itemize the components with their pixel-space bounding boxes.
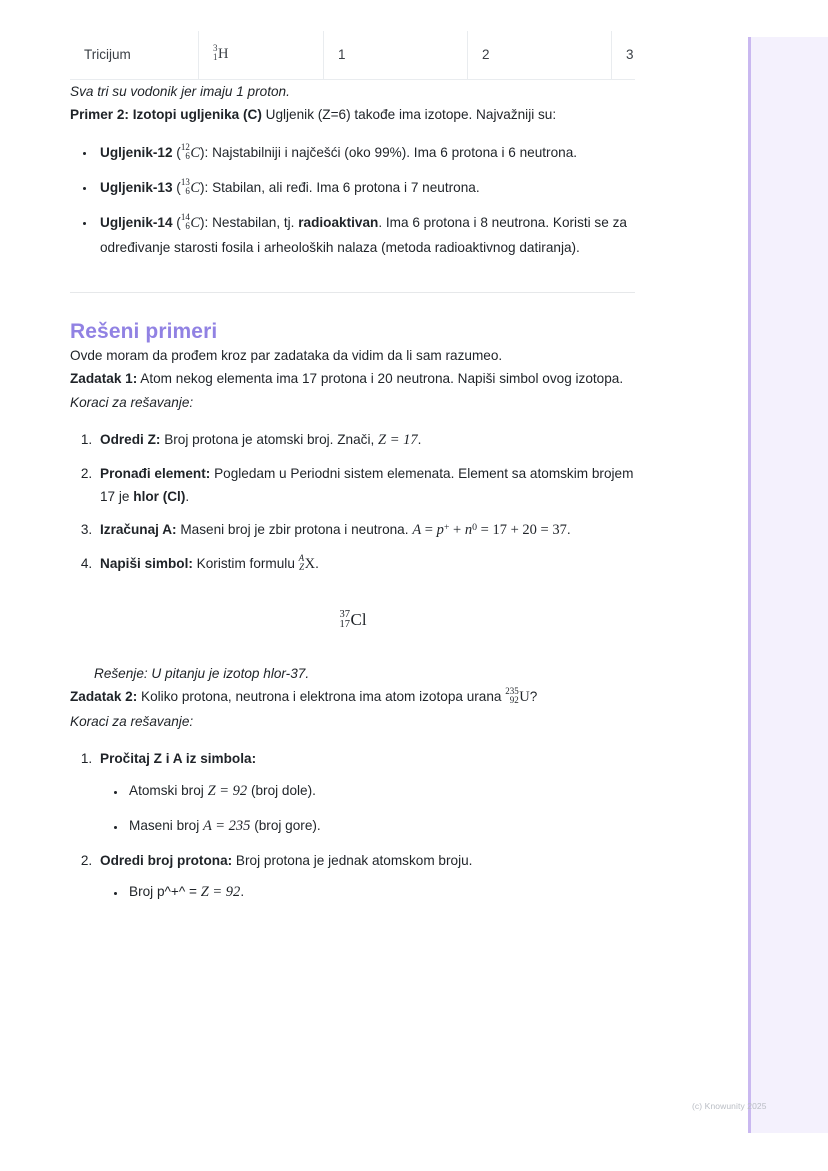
nuclide-prescript (181, 213, 190, 231)
task1-text: Atom nekog elementa ima 17 protona i 20 neutrona. Napiši simbol ovog izotopa. (137, 371, 624, 387)
nuclide-prescript (181, 143, 190, 161)
list-item (126, 880, 636, 905)
nuclide-notation (181, 211, 200, 236)
list-item: • Ugljenik-13 ( 13 6 C): Stabilan, ali ređi. Ima 6 protona i 7 neutrona. (96, 176, 636, 201)
nuclide-prescript (505, 687, 518, 705)
subitem-text-after: . (240, 884, 245, 900)
step-text-before: Pogledam u Periodni sistem elemenata. Element sa atomskim brojem 17 je (100, 466, 634, 505)
nuclide-mass-number: 235 (505, 686, 519, 697)
item-bold-label: Ugljenik-12 (100, 144, 173, 160)
example2-lead (70, 103, 636, 126)
math-eq2: = 17 + 20 = 37 (477, 521, 567, 538)
subitem-text-before: Atomski broj (129, 782, 208, 798)
table-cell-name: Tricijum (70, 31, 199, 80)
list-item (96, 518, 636, 543)
step-text-before: Maseni broj je zbir protona i neutrona. (176, 521, 413, 537)
math-p: p (436, 521, 444, 538)
task1-label: Zadatak 1: (70, 371, 138, 387)
inline-math: Z = 92 (207, 782, 248, 799)
nuclide-element-symbol: Cl (350, 609, 367, 629)
inline-math (412, 522, 567, 538)
table-caption: Sva tri su vodonik jer imaju 1 proton. (70, 84, 290, 99)
nuclide-mass-number: 12 (180, 141, 190, 152)
inline-math: Z = 92 (200, 884, 241, 901)
step-bold-label: Odredi broj protona: (100, 852, 233, 868)
isotope-table (70, 31, 635, 80)
task1-solution: Rešenje: U pitanju je izotop hlor-37. (94, 665, 310, 681)
nuclide-atomic-number: 6 (185, 220, 190, 231)
nuclide-element-symbol: X (304, 555, 316, 572)
task2-text-before: Koliko protona, neutrona i elektrona ima atom izotopa urana (137, 689, 506, 705)
subitem-text-after: (broj gore). (250, 817, 321, 833)
step-bold-label: Odredi Z: (100, 432, 161, 448)
step-bold-label: Napiši simbol: (100, 555, 193, 571)
step-bold-label: Izračunaj A: (100, 521, 177, 537)
step-text-after: Broj protona je jednak atomskom broju. (232, 852, 473, 868)
nuclide-notation (181, 141, 200, 166)
inline-math: Z = 17 (378, 432, 418, 449)
nuclide-atomic-number: 6 (185, 185, 190, 196)
carbon-isotope-list (70, 141, 636, 259)
task1-statement (70, 367, 636, 390)
item-text: : Najstabilniji i najčešći (oko 99%). Ima 6 protona i 6 neutrona. (204, 144, 578, 160)
nuclide-mass-number: 13 (180, 176, 190, 187)
isotope-table-wrapper (70, 31, 635, 80)
example2-lead-bold: Primer 2: Izotopi ugljenika (C) (70, 107, 262, 123)
nuclide-element-symbol: C (190, 214, 200, 231)
nuclide-prescript (213, 44, 218, 62)
math-n-superscript: 0 (472, 521, 478, 533)
list-item: • Ugljenik-12 ( 12 6 C): Najstabilniji i najčešći (oko 99%). Ima 6 protona i 6 neutrona. (96, 141, 636, 166)
list-item (96, 747, 636, 838)
step-bold-label: Pročitaj Z i A iz simbola: (100, 751, 257, 767)
watermark-label: (c) Knowunity 2025 (692, 1101, 767, 1111)
table-cell-protons: 1 (324, 31, 468, 80)
list-item (96, 462, 636, 509)
section-divider (70, 292, 635, 293)
nuclide-element-symbol: C (190, 179, 200, 196)
item-bold-label: Ugljenik-13 (100, 179, 173, 195)
math-p-superscript: + (443, 521, 450, 533)
subitem-text-before: Maseni broj (129, 817, 204, 833)
task2-label: Zadatak 2: (70, 689, 138, 705)
list-item (96, 552, 636, 577)
step-text-after: . (185, 489, 190, 505)
step-text-after: . (566, 521, 571, 537)
task1-display-equation (70, 610, 636, 631)
list-item (96, 428, 636, 453)
nuclide-mass-number: 14 (180, 211, 190, 222)
math-n: n (464, 521, 473, 538)
item-bold-label: Ugljenik-14 (100, 214, 173, 230)
task2-steps-heading: Koraci za rešavanje: (70, 714, 194, 730)
section-intro: Ovde moram da prođem kroz par zadataka da vidim da li sam razumeo. (70, 347, 503, 363)
list-item (126, 779, 636, 804)
step-text-before: Broj protona je atomski broj. Znači, (160, 432, 379, 448)
step-inline-bold: hlor (Cl) (133, 489, 186, 505)
task2-statement (70, 685, 636, 710)
nuclide-prescript (339, 610, 350, 631)
task2-text-after: ? (529, 689, 538, 705)
right-decorative-panel (748, 37, 828, 1133)
nuclide-prescript (181, 178, 190, 196)
step-text-before: Koristim formulu (192, 555, 299, 571)
document-body (70, 0, 636, 915)
nuclide-atomic-number: 6 (185, 150, 190, 161)
nuclide-notation (213, 44, 228, 63)
list-item (96, 849, 636, 905)
task1-steps-heading: Koraci za rešavanje: (70, 394, 194, 410)
nuclide-prescript (299, 554, 305, 572)
nuclide-atomic-number: 17 (339, 619, 350, 631)
table-row (70, 31, 635, 80)
task2-steps-list (70, 747, 636, 905)
inline-math: A = 235 (203, 817, 251, 834)
nuclide-notation (339, 610, 366, 631)
table-cell-neutrons: 2 (468, 31, 612, 80)
math-plus: + (449, 521, 465, 538)
nuclide-element-symbol: U (519, 689, 530, 706)
step-bold-label: Pronađi element: (100, 466, 211, 481)
task2-step2-sublist (100, 880, 636, 905)
example2-lead-rest: Ugljenik (Z=6) takođe ima izotope. Najvažniji su: (261, 107, 557, 123)
task1-steps-list (70, 428, 636, 577)
nuclide-element-symbol: H (218, 46, 229, 63)
math-eq1: = (421, 521, 437, 538)
nuclide-mass-number: A (298, 552, 305, 563)
item-text-before: : Nestabilan, tj. (204, 214, 299, 230)
task2-step1-sublist (100, 779, 636, 839)
subitem-text-after: (broj dole). (247, 782, 316, 798)
item-text: : Stabilan, ali ređi. Ima 6 protona i 7 neutrona. (204, 179, 480, 195)
table-cell-symbol (199, 31, 324, 80)
nuclide-notation (299, 552, 315, 577)
nuclide-mass-number: 3 (213, 43, 218, 54)
nuclide-atomic-number: Z (299, 561, 305, 572)
nuclide-mass-number: 37 (339, 608, 350, 620)
subitem-text-before: Broj p^+^ = (129, 884, 201, 900)
nuclide-element-symbol: C (190, 144, 200, 161)
item-inline-bold: radioaktivan (298, 214, 379, 230)
nuclide-notation (505, 685, 529, 710)
math-A: A (412, 521, 422, 538)
page-title: Rešeni primeri (70, 319, 218, 343)
nuclide-atomic-number: 1 (213, 52, 218, 63)
list-item: • Ugljenik-14 ( 14 6 C): Nestabilan, tj. radioaktivan. Ima 6 protona i 8 neutrona. Koristi se za određivanje starosti fosila i arheoloških nalaza (metoda radioaktivnog datiranja). (96, 211, 636, 259)
nuclide-atomic-number: 92 (509, 695, 519, 706)
table-cell-mass-number: 3 (612, 31, 636, 80)
list-item (126, 814, 636, 839)
step-text-after: . (417, 432, 422, 448)
nuclide-notation (181, 176, 200, 201)
step-text-after: . (315, 555, 319, 571)
item-text-after: . Ima 6 protona i 8 neutrona. Koristi se za određivanje starosti fosila i arheoloških nalaza (metoda radioaktivnog datiranja). (100, 214, 627, 255)
